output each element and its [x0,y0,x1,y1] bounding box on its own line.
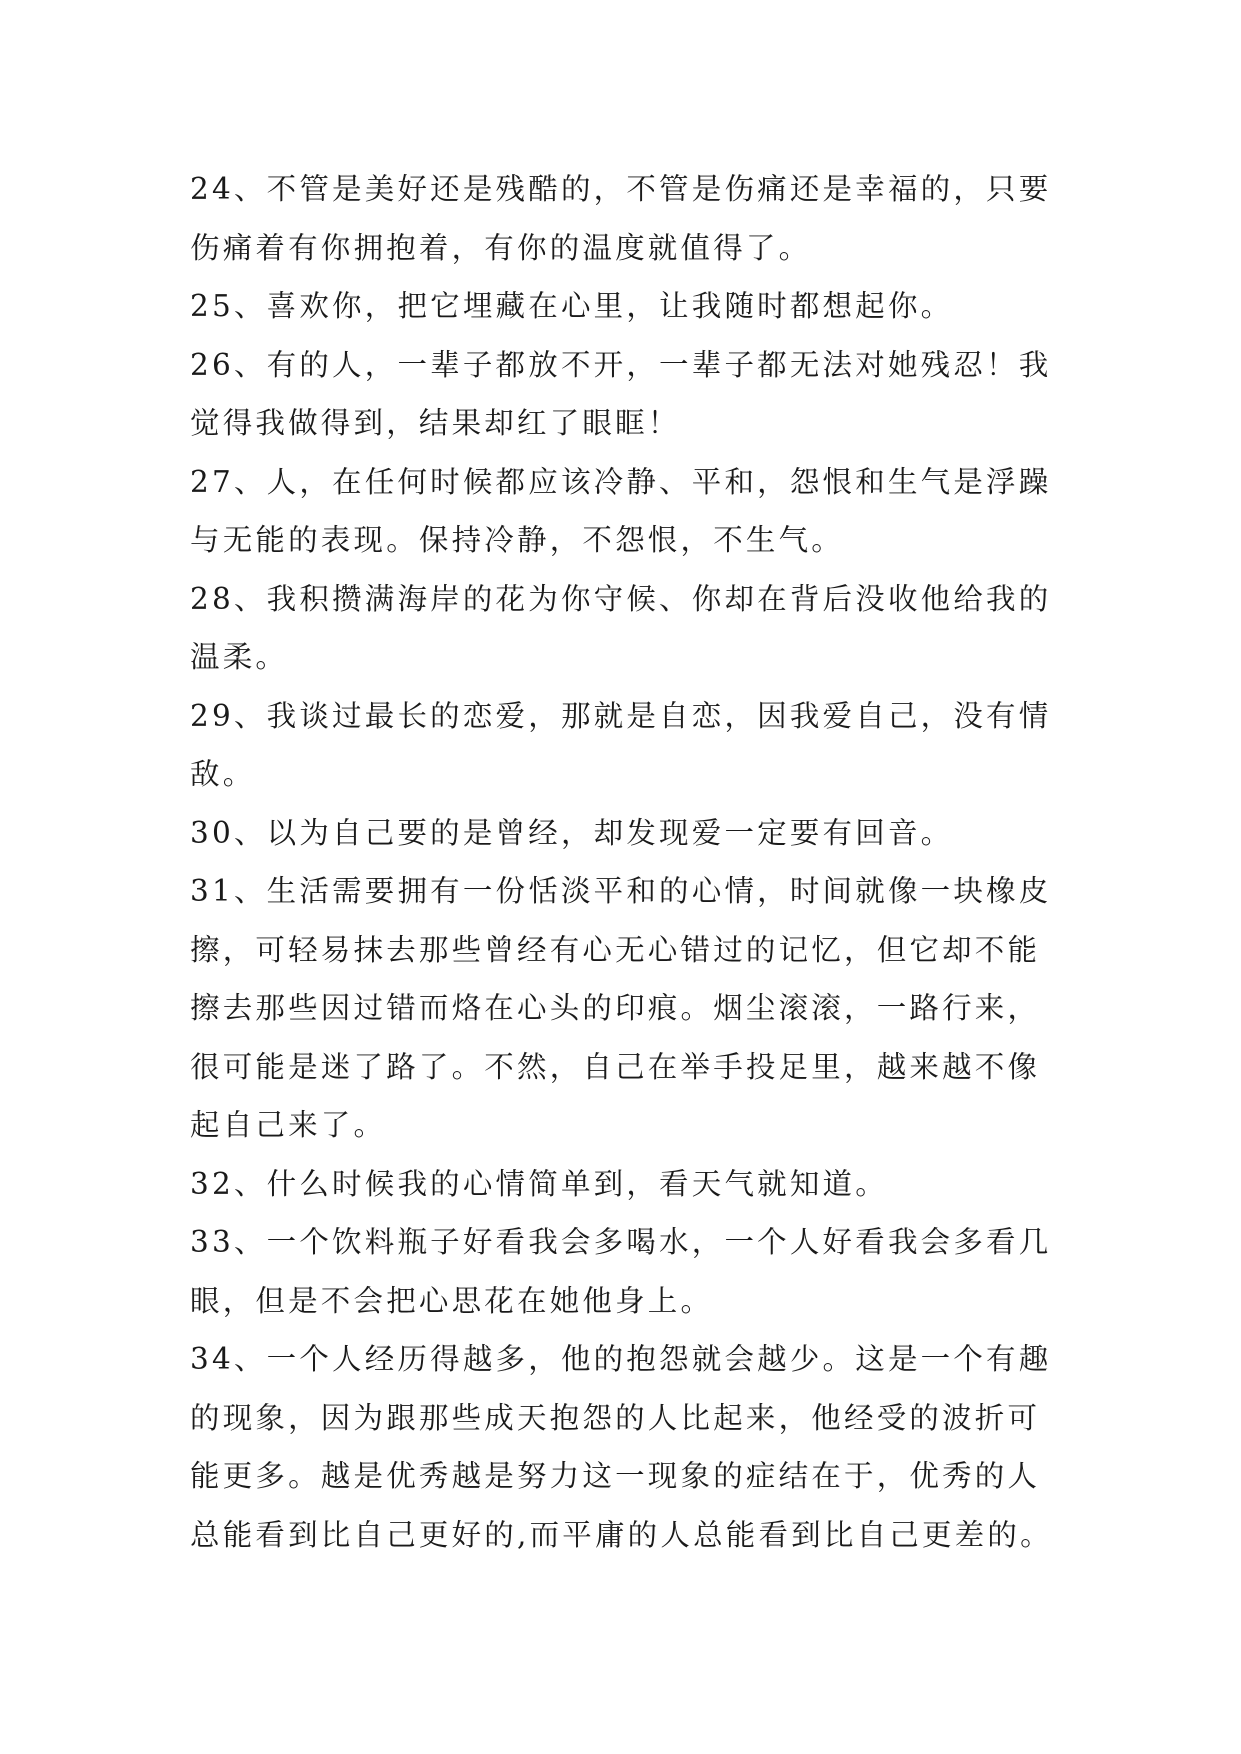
entry-line: 33、一个饮料瓶子好看我会多喝水，一个人好看我会多看几 [190,1225,1052,1259]
entry-line: 24、不管是美好还是残酷的，不管是伤痛还是幸福的，只要 [190,172,1052,206]
entry-30 [190,804,1060,863]
entry-line: 温柔。 [190,640,289,674]
entry-32 [190,1155,1060,1214]
entry-33 [190,1213,1060,1330]
entry-line: 总能看到比自己更好的,而平庸的人总能看到比自己更差的。 [190,1517,1053,1552]
entry-line: 觉得我做得到，结果却红了眼眶！ [190,406,681,440]
entry-line: 26、有的人，一辈子都放不开，一辈子都无法对她残忍！我 [190,347,1052,382]
entry-line: 擦去那些因过错而烙在心头的印痕。烟尘滚滚，一路行来， [190,991,1041,1025]
entry-27 [190,453,1060,570]
entry-line: 伤痛着有你拥抱着，有你的温度就值得了。 [190,230,812,265]
entry-line: 29、我谈过最长的恋爱，那就是自恋，因我爱自己，没有情 [190,698,1052,733]
entry-28 [190,570,1060,687]
entry-line: 32、什么时候我的心情简单到，看天气就知道。 [190,1166,888,1201]
entry-line: 25、喜欢你，把它埋藏在心里，让我随时都想起你。 [190,289,954,323]
entry-31 [190,862,1060,1155]
entry-line: 起自己来了。 [190,1108,387,1142]
document-body [190,160,1060,1564]
entry-26 [190,336,1060,453]
entry-line: 眼，但是不会把心思花在她他身上。 [190,1283,714,1318]
entry-line: 的现象，因为跟那些成天抱怨的人比起来，他经受的波折可 [190,1400,1041,1435]
entry-line: 与无能的表现。保持冷静，不怨恨，不生气。 [190,523,845,557]
entry-line: 31、生活需要拥有一份恬淡平和的心情，时间就像一块橡皮 [190,874,1052,908]
entry-line: 28、我积攒满海岸的花为你守候、你却在背后没收他给我的 [190,581,1052,616]
entry-line: 30、以为自己要的是曾经，却发现爱一定要有回音。 [190,815,954,850]
entry-line: 能更多。越是优秀越是努力这一现象的症结在于，优秀的人 [190,1459,1041,1493]
entry-line: 很可能是迷了路了。不然，自己在举手投足里，越来越不像 [190,1049,1041,1084]
entry-line: 34、一个人经历得越多，他的抱怨就会越少。这是一个有趣 [190,1342,1052,1376]
entry-line: 擦，可轻易抹去那些曾经有心无心错过的记忆，但它却不能 [190,932,1041,967]
entry-29 [190,687,1060,804]
entry-34 [190,1330,1060,1564]
entry-line: 27、人，在任何时候都应该冷静、平和，怨恨和生气是浮躁 [190,464,1052,499]
entry-24 [190,160,1060,277]
entry-line: 敌。 [190,757,256,791]
entry-25 [190,277,1060,336]
